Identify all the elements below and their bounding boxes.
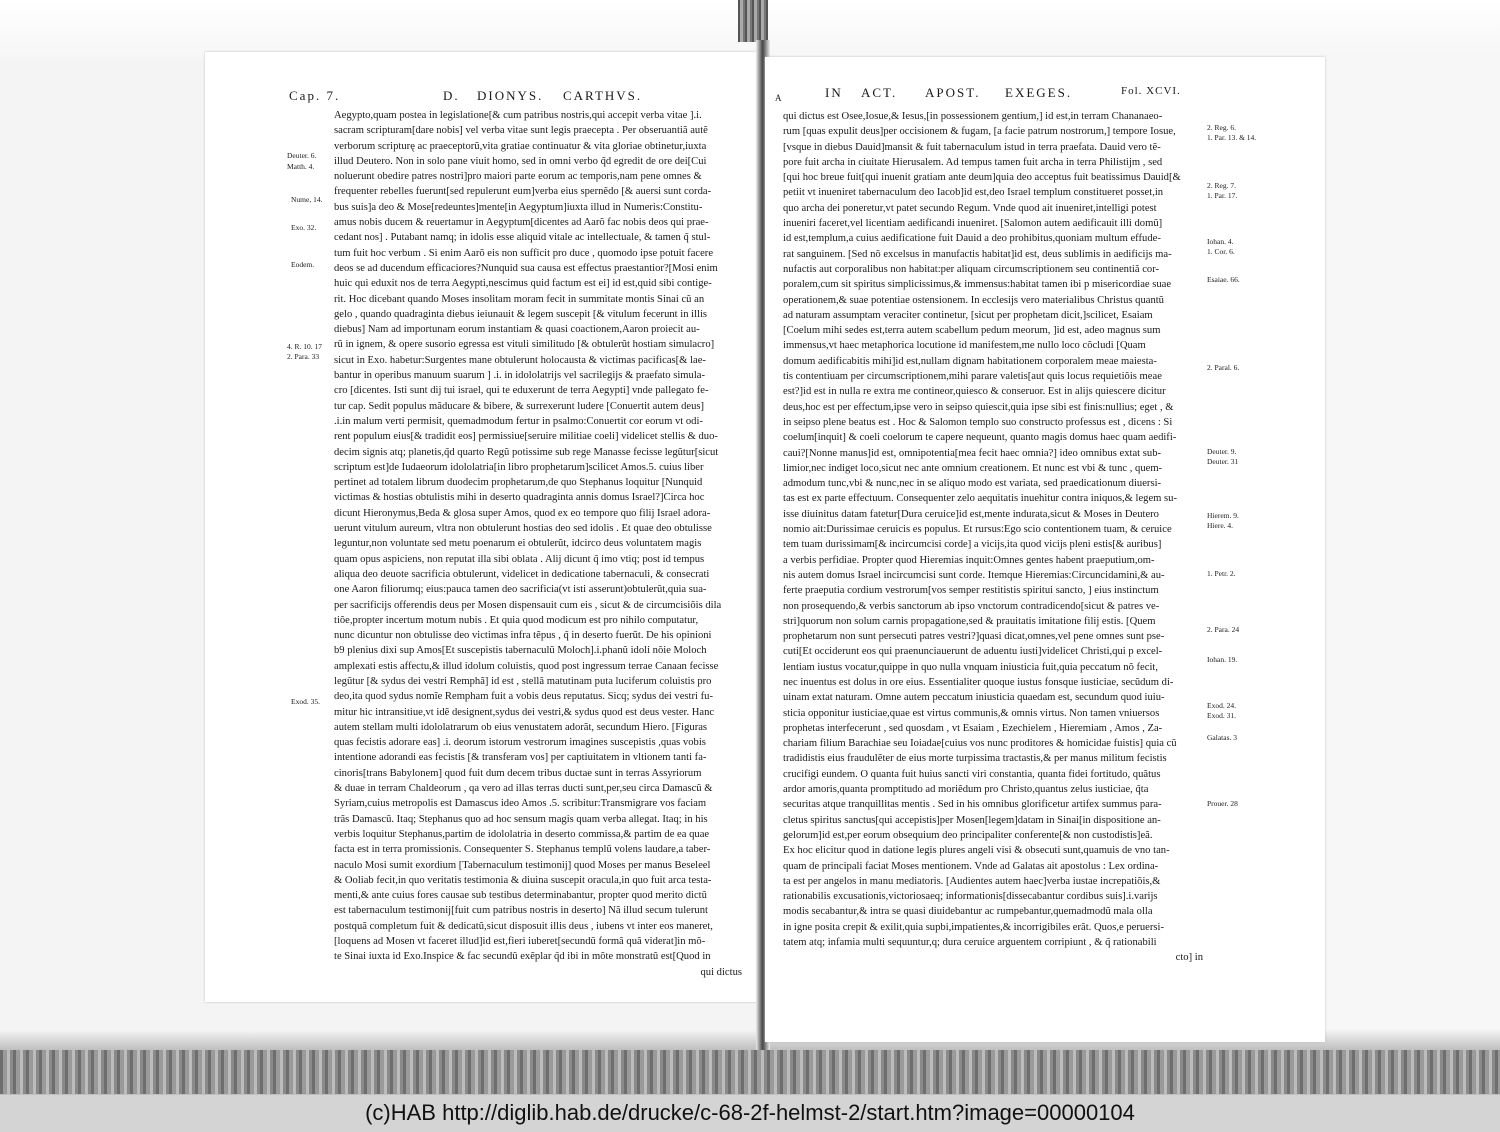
text-line: a verbis perfidiae. Propter quod Hieremias inquit:Omnes gentes habent praeputium,om-: [783, 554, 1155, 566]
margin-note: Iohan. 4.: [1207, 237, 1234, 246]
margin-note: Galatas. 3: [1207, 733, 1237, 742]
text-line: [Coelum mihi sedes est,terra autem scabellum pedum meorum, ]id est, adeo magnus sum: [783, 325, 1161, 337]
left-header-author-first: D.: [443, 88, 460, 103]
text-line: noluerunt obedire patres nostri]pro maiori parte eorum ac temporis,nam pene omnes &: [334, 171, 702, 183]
scan-bottom-edge: [0, 1050, 1500, 1094]
text-line: trãs Damascũ. Itaq; Stephanus quo ad hoc sensum magis quam verba allegat. Itaq; in his: [334, 813, 708, 825]
left-header-chapter: Cap. 7.: [289, 88, 341, 103]
text-line: tis contentiuam per circumscriptionem,mihi parare valetis[aut quis locus requietiõis meae: [783, 371, 1162, 383]
text-line: & Ooliab fecit,in quo veritatis testimonia & diuina suscepit oracula,in quo fuit arca testa-: [334, 874, 712, 886]
text-line: rit. Hoc dicebant quando Moses insolitam moram fecit in summitate montis Sinai cũ an: [334, 293, 705, 305]
text-line: immensus,vt haec metaphorica locutione id manifestem,me nullo loco cõcludi [Quam: [783, 340, 1146, 352]
text-line: domum aedificabitis mihi]id est,nullam dignam habitationem corporalem meae maiesta-: [783, 355, 1157, 367]
right-header-in: IN: [825, 85, 843, 100]
text-line: & duae in terram Chaldeorum , qa vero ad illas terras ducti sunt,per,seu circa Damascũ &: [334, 783, 713, 795]
text-line: frequenter rebelles fuerunt[sed repulerunt eum]verba eius spernẽdo [& auersi sunt corda-: [334, 186, 712, 198]
text-line: tatem atq; infamia multi sequuntur,q; dura ceruice arguentem corripiunt , & q̃ rationabili: [783, 937, 1157, 949]
text-line: tiõe,propter incertum motum nubis . Et quia quod modicum est pro nihilo computatur,: [334, 614, 699, 626]
margin-note: Exod. 35.: [291, 697, 320, 706]
margin-note: 2. Para. 33: [287, 352, 320, 361]
margin-note: Deuter. 9.: [1207, 447, 1237, 456]
margin-note: 2. Para. 24: [1207, 625, 1240, 634]
text-line: nufactis aut corporalibus non habitat:per aliquam circumscriptionem seu continentiã cor-: [783, 263, 1160, 275]
text-line: lentiam iustus vocatur,quippe in quo nulla vnquam iniusticia fuit,quia peccatum nõ fecit,: [783, 661, 1158, 673]
text-line: intentione adorandi eas fecistis [& transferam vos] per captiuitatem in vltionem tanti fa-: [334, 752, 707, 764]
text-line: verbis loquitur Stephanus,partim de idololatria in deserto commissa,& partim de ea quae: [334, 828, 710, 840]
text-line: est?]id est in nulla re extra me contineor,quiesco & conseruor. Est in alijs quiescere dicitur: [783, 386, 1166, 398]
right-header-apost: APOST.: [925, 85, 981, 100]
text-line: ad naturam assumptam veraciter continetur, [sicut per prophetam dicit,]scilicet, Esaiam: [783, 309, 1153, 321]
text-line: decim signis atq; planetis,q̃d quarto Regũ potissime sub rege Manasse fecisse legũtur[sicut: [334, 446, 719, 458]
margin-note: 1. Par. 17.: [1207, 191, 1238, 200]
text-line: uinam extat naturam. Omne autem peccatum iniusticia quaedam est, secundum quod iuiu-: [783, 692, 1165, 704]
text-line: huic qui eduxit nos de terra Aegypti,nescimus quid factum est ei] id est,quid sibi contige-: [334, 278, 712, 290]
text-line: chariam filium Barachiae seu Ioiadae[cuius vos nunc proditores & homicidae fuistis] quia cũ: [783, 738, 1177, 750]
text-line: dicunt Hieronymus,Beda & glosa super Amos, quod ex eo tempore quo filij Israel adora-: [334, 507, 711, 519]
margin-note: Hiere. 4.: [1207, 521, 1234, 530]
text-line: qui dictus est Osee,Iosue,& Iesus,[in possessionem gentium,] id est,in terram Chananaeo-: [783, 111, 1163, 122]
margin-note: Exod. 31.: [1207, 711, 1236, 720]
text-line: [vsque in diebus Dauid]mansit & fuit tabernaculum istud in terra praefata. Dauid vero tẽ-: [783, 141, 1161, 153]
text-line: verborum scripturę ac praeceptorũ,vita gratiae continuatur & vita gloriae obtinetur,iuxta: [334, 140, 707, 152]
text-line: tur cap. Sedit populus mãducare & bibere, & surrexerunt ludere [Conuertit autem deus]: [334, 400, 705, 412]
right-header-exeges: EXEGES.: [1005, 85, 1073, 100]
text-line: caui?[Nonne manus]id est, omnipotentia[mea fecit haec omnia?] ideo omnibus extat sub-: [783, 447, 1162, 459]
text-line: tas est ex parte effectuum. Consequenter zelo aequitatis inuehitur contra iniquos,& legem su-: [783, 493, 1178, 505]
text-line: gelorum]id est,per eorum obsequium deo principaliter conferente[& non custodistis]eã.: [783, 829, 1153, 841]
text-line: sticia opponitur iusticiae,quae est virtus communis,& omnis virtus. Non tamen vniuersos: [783, 707, 1160, 719]
margin-note: 1. Petr. 2.: [1207, 569, 1236, 578]
catchword: cto] in: [1175, 952, 1203, 964]
text-line: admodum tunc,vbi & nunc,nec in se aliquo modo est variata, sed praedicationum diuersi-: [783, 478, 1162, 490]
left-text-column: [334, 108, 742, 980]
margin-note: 4. R. 10. 17: [287, 342, 323, 351]
text-line: autem stellam multi idololatrarum ob eius venustatem adorãt, secundum Hiero. [Figuras: [334, 721, 708, 733]
text-line: cletus spiritus sanctus[qui accepistis]per Mosen[legem]datam in Sinai[in dispositione an-: [783, 814, 1161, 826]
text-line: scriptum est]de Iudaeorum idololatria[in libro prophetarum]scilicet Amos.5. cuius liber: [334, 461, 704, 473]
text-line: deos se ad ducendum efficaciores?Nunquid sua causa est effectus praestantior?[Mosi enim: [334, 262, 718, 274]
text-line: quo archa dei poneretur,vt patet secundo Regum. Vnde quod ait inueniret,intelligi potest: [783, 202, 1157, 214]
text-line: modis secabantur,& intra se quasi diuidebantur ac rumpebantur,quemadmodũ mala olla: [783, 906, 1153, 918]
text-line: ta est per angelos in manu mediatoris. [Audientes autem haec]verba iustae increpatiõis,&: [783, 875, 1161, 887]
text-line: mitur hic intransitiue,vt idẽ designent,sydus dei vestri,& sydus quod est deus vester. Hanc: [334, 706, 715, 718]
text-line: inueniri faceret,vel licentiam aedificandi inueniret. [Salomon autem aedificauit illi domũ]: [783, 218, 1163, 230]
text-line: crucifigi eundem. O quanta fuit huius sancti viri constantia, quanta fidei fortitudo, quãtus: [783, 768, 1161, 780]
text-line: victimas & hostias obtulistis mihi in deserto quadraginta annis domus Israel?]Circa hoc: [334, 492, 705, 504]
text-line: deus,hoc est per effectum,ipse vero in seipso quiescit,quia ipse sibi est finis:nullius; eget , &: [783, 401, 1174, 413]
text-line: tum fuit hoc verbum . Si enim Aarõ eis non sufficit pro duce , quomodo ipse potuit facere: [334, 247, 714, 259]
text-line: deo,ita quod sydus nomĩe Rempham fuit a vobis deus reputatus. Sicq; sydus dei vestri fu-: [334, 691, 713, 703]
margin-note: Nume, 14.: [291, 195, 323, 204]
right-header-folio: Fol. XCVI.: [1121, 85, 1181, 97]
text-line: uerunt vitulum aureum, vltra non obtulerunt hostias deo sed idolis . Et quae deo obtulisse: [334, 523, 712, 535]
margin-note: Deuter. 31: [1207, 457, 1239, 466]
text-line: one Aaron filiorumq; eius:pauca tamen deo sacrificia(vt isti asserunt)obtulerũt,quia sua-: [334, 584, 707, 596]
text-line: postquã completum fuit & dedicatũ,sicut disposuit illis deus , iubens vt inter eos maneret,: [334, 920, 713, 932]
margin-note: 2. Reg. 6.: [1207, 123, 1236, 132]
margin-note: 2. Paral. 6.: [1207, 363, 1240, 372]
text-line: id est,templum,a cuius aedificatione fuit Dauid a deo prohibitus,quoniam multum effude-: [783, 233, 1161, 245]
left-page: [205, 52, 758, 1002]
text-line: tradidistis eius fraudulẽter de eius morte turpissima tractastis,& per manus militum fecistis: [783, 753, 1167, 765]
left-header-author-mid: DIONYS.: [477, 88, 544, 103]
text-line: tem tuam durissimam[& incircumcisi corde] a vicijs,ita quod vicijs pleni estis[& auribus]: [783, 539, 1162, 551]
scan-right-margin: [1325, 57, 1500, 1042]
text-line: nunc dicuntur non obtulisse deo victimas infra tẽpus , q̃ in deserto fuerũt. De his opinioni: [334, 630, 712, 642]
text-line: .i.in malum verti permisit, quemadmodum fertur in psalmo:Conuertit cor eorum vt odi-: [334, 415, 703, 427]
text-line: leguntur,non voluntate sed metu poenarum ei obtulerũt, idcirco deus voluntatem magis: [334, 538, 702, 550]
text-line: diebus] Nam ad importunam eorum instantiam & quasi coactionem,Aaron proiecit au-: [334, 324, 700, 336]
text-line: rũ in ignem, & opere susorio egressa est vituli similitudo [& obtulerũt hostiam simulacro]: [334, 339, 715, 351]
text-line: gelo , quando quadraginta diebus ieiunauit & legem suscepit [& vitulum fecerunt in illis: [334, 308, 708, 320]
margin-note: 1. Par. 13. & 14.: [1207, 133, 1257, 142]
text-line: quas fecistis adorare eas] .i. deorum istorum vestrorum imagines suscepistis ,quas vobis: [334, 737, 706, 749]
text-line: quam de principali faciat Moses mentionem. Vnde ad Galatas ait apostolus : Lex ordina-: [783, 860, 1159, 872]
text-line: nomio ait:Durissimae ceruicis es populus. Et rursus:Ego scio contentionem tuam, & ceruice: [783, 524, 1172, 536]
text-line: rat sanguinem. [Sed nõ excelsus in manufactis habitat]id est, deus sublimis in aedificijs ma-: [783, 248, 1172, 260]
text-line: bantur in operibus manuum suarum ] .i. in idololatrijs vel sacrilegijs & praefato simula-: [334, 370, 705, 382]
text-line: in seipso plene beatus est . Hoc & Salomon templo suo constructo professus est , dicens : Si: [783, 416, 1173, 428]
text-line: amus nobis ducem & reuertamur in Aegyptum[dicentes ad Aarõ fac nobis deos qui prae-: [334, 217, 709, 229]
text-line: cuti[Et occiderunt eos qui praenunciauerunt de aduentu iusti]videlicet Christi,qui p excel-: [783, 646, 1163, 658]
right-header-signature: A: [775, 93, 784, 103]
margin-note: Exod. 24.: [1207, 701, 1236, 710]
text-line: facta est in terra promissionis. Consequenter S. Stephanus templũ volens laudare,a taber-: [334, 844, 711, 856]
text-line: quam opus aspiciens, non reputat illa sibi oblata . Alij dicunt q̃ imo vtiq; post id tempus: [334, 553, 705, 565]
text-line: sicut in Exo. habetur:Surgentes mane obtulerunt holocausta & victimas pacificas[& lae-: [334, 354, 706, 366]
text-line: cinoris[trans Babylonem] quod fuit dum decem tribus ductae sunt in terras Assyriorum: [334, 767, 702, 779]
text-line: te Sinai iuxta id Exo.Inspice & fac secundũ exẽplar q̃d ibi in mõte monstratũ est[Quod in: [334, 951, 711, 963]
text-line: prophetas interfecerunt , sed quosdam , vt Esaiam , Ezechielem , Hieremiam , Amos , Za-: [783, 722, 1163, 734]
margin-note: Matth. 4.: [287, 162, 315, 171]
spine-top-shadow: [738, 0, 768, 42]
text-line: ferte praeputia cordium vestrorum[vos semper restitistis spiritui sancto, ] eius instinctum: [783, 585, 1159, 597]
text-line: menti,& ante cuius fores causae sub testibus determinabantur, propter quod merito dictũ: [334, 890, 707, 902]
text-line: poralem,cum sit spiritus simplicissimus,& immensus:habitat tamen ibi p misericordiae suae: [783, 279, 1172, 291]
margin-note: Iohan. 19.: [1207, 655, 1238, 664]
text-line: bus suis]a deo & Mose[redeuntes]mente[in Aegyptum]iuxta illud in Numeris:Constitu-: [334, 201, 703, 213]
margin-note: Prouer. 28: [1207, 799, 1238, 808]
text-line: Ex hoc elicitur quod in datione legis plures angeli visi & obsecuti sunt,quamuis de vno tan-: [783, 845, 1170, 857]
text-line: per sacrificijs offerendis deus per Mosen dispensauit cum eis , sicut & de circumcisiõis dila: [334, 599, 722, 611]
text-line: est tabernaculum testimonij[fuit cum patribus nostris in deserto] Nã illud secum tulerunt: [334, 905, 708, 917]
text-line: non prosequendo,& verbis sanctorum ab ipso vnctorum contradicendo[sicut & patres ve-: [783, 600, 1160, 612]
text-line: Aegypto,quam postea in legislatione[& cum patribus nostris,qui accepit verba vitae ].i.: [334, 110, 702, 121]
text-line: aliqua deo deuote sacrificia obtulerunt, videlicet in dedicatione tabernaculi, & consecrati: [334, 568, 710, 580]
catchword: qui dictus: [700, 966, 742, 978]
margin-note: Exo. 32.: [291, 223, 317, 232]
copyright-url: (c)HAB http://diglib.hab.de/drucke/c-68-2f-helmst-2/start.htm?image=00000104: [365, 1100, 1135, 1125]
text-line: limior,nec indiget loco,sicut nec ante omnium creationem. Et nunc est vbi & tunc , quem-: [783, 462, 1163, 474]
text-line: securitas atque tranquillitas mentis . Sed in his omnibus glorificetur artifex summus para-: [783, 799, 1162, 811]
text-line: b9 plenius dixi sup Amos[Et suscepistis tabernaculũ Moloch].i.phanũ idoli nõie Moloch: [334, 645, 707, 657]
text-line: cedant nos] . Putabant namq; in idolis esse aliquid vitale ac intellectuale, & tamen q̃ stul-: [334, 232, 711, 244]
text-line: [loquens ad Mosen vt faceret illud]id est,fieri iuberet[secundũ formã quã viderat]in mõ-: [334, 936, 706, 948]
text-line: pertinet ad totalem librum duodecim prophetarum,de quo Stephanus loquitur [Nunquid: [334, 477, 703, 489]
text-line: coelum[inquit] & coeli coelorum te capere nequeunt, quanto magis domus haec quam aedifi-: [783, 432, 1177, 444]
text-line: naculo Mosi sumit exordium [Tabernaculum testimonij] quod Moses per manus Beseleel: [334, 859, 711, 871]
margin-note: 1. Cor. 6.: [1207, 247, 1235, 256]
margin-note: Deuter. 6.: [287, 151, 317, 160]
text-line: rum [quas expulit deus]per occisionem & fugam, [a facie patrum nostrorum,] tempore Iosue,: [783, 126, 1176, 138]
right-header-act: ACT.: [861, 85, 898, 100]
margin-note: Esaiae. 66.: [1207, 275, 1240, 284]
margin-note: 2. Reg. 7.: [1207, 181, 1236, 190]
text-line: rationabilis excusationis,victoriosaeq; informationis[dissecabantur cordibus suis].i.varijs: [783, 891, 1158, 903]
text-line: amplexati estis affectu,& illud idolum coluistis, quod post ingressum terrae Canaan fecisse: [334, 660, 719, 672]
text-line: cro [dicentes. Isti sunt dij tui israel, qui te eduxerunt de terra Aegypti] vnde pallegato fe-: [334, 385, 709, 397]
text-line: operationem,& suae potentiae ostensionem. In ecclesijs vero materialibus Christus quantũ: [783, 294, 1164, 306]
text-line: pore fuit archa in ciuitate Hierusalem. Ad tempus tamen fuit archa in terra Philistijm , sed: [783, 156, 1163, 168]
margin-note: Hierem. 9.: [1207, 511, 1239, 520]
text-line: Syriam,cuius metropolis est Damascus ideo Amos .5. scribitur:Transmigrare vos faciam: [334, 798, 707, 810]
left-header-author-last: CARTHVS.: [563, 88, 643, 103]
text-line: in igne posita crepit & exilit,quia supbi,impatientes,& incorrigibiles erãt. Quos,e peruersi-: [783, 921, 1164, 933]
text-line: [qui hoc breue fuit[qui inuenit gratiam ante deum]quia deo acceptus fuit beatissimus Dauid[&: [783, 172, 1181, 184]
text-line: sacram scripturam[dare nobis] vel verba vitae sunt legis praecepta . Per obseruantiã autẽ: [334, 125, 708, 137]
text-line: illud Deutero. Non in solo pane viuit homo, sed in omni verbo q̃d egredit de ore dei[Cui: [334, 155, 707, 167]
text-line: stri]quorum non solum carnis propagatione,sed & prauitatis imitatione filij estis. [Quem: [783, 615, 1156, 627]
text-line: isse diuinitus datam fatetur[Dura ceruice]id est,mente indurata,sicut & Moses in Deutero: [783, 508, 1159, 520]
text-line: rent populum eius[& tradidit eos] permissiue[seruire militiae coeli] videlicet stellis & duo-: [334, 431, 718, 443]
text-line: nis autem domus Israel incircumcisi sunt corde. Itemque Hieremias:Circuncidamini,& au-: [783, 569, 1165, 581]
text-line: ardor amoris,quanta promptitudo ad moriẽdum pro Christo,quantus zelus iusticiae, q̃ta: [783, 784, 1149, 796]
text-line: petiit vt inueniret tabernaculum deo Iacob]id est,deo Israel templum constitueret posset,in: [783, 187, 1164, 199]
text-line: legũtur [& sydus dei vestri Remphã] id est , stellã matutinam puta luciferum coluistis pro: [334, 675, 712, 687]
right-text-column: [783, 109, 1203, 966]
right-page: [765, 57, 1325, 1042]
text-line: nec inuentus est dolus in ore eius. Essentialiter quoque iustus fonsque iusticiae, secũdum di-: [783, 676, 1174, 688]
text-line: prophetarum non sunt persecuti patres vestri?]quasi dicat,omnes,vel pene omnes sunt pse-: [783, 631, 1165, 643]
margin-note: Eodem.: [291, 260, 315, 269]
